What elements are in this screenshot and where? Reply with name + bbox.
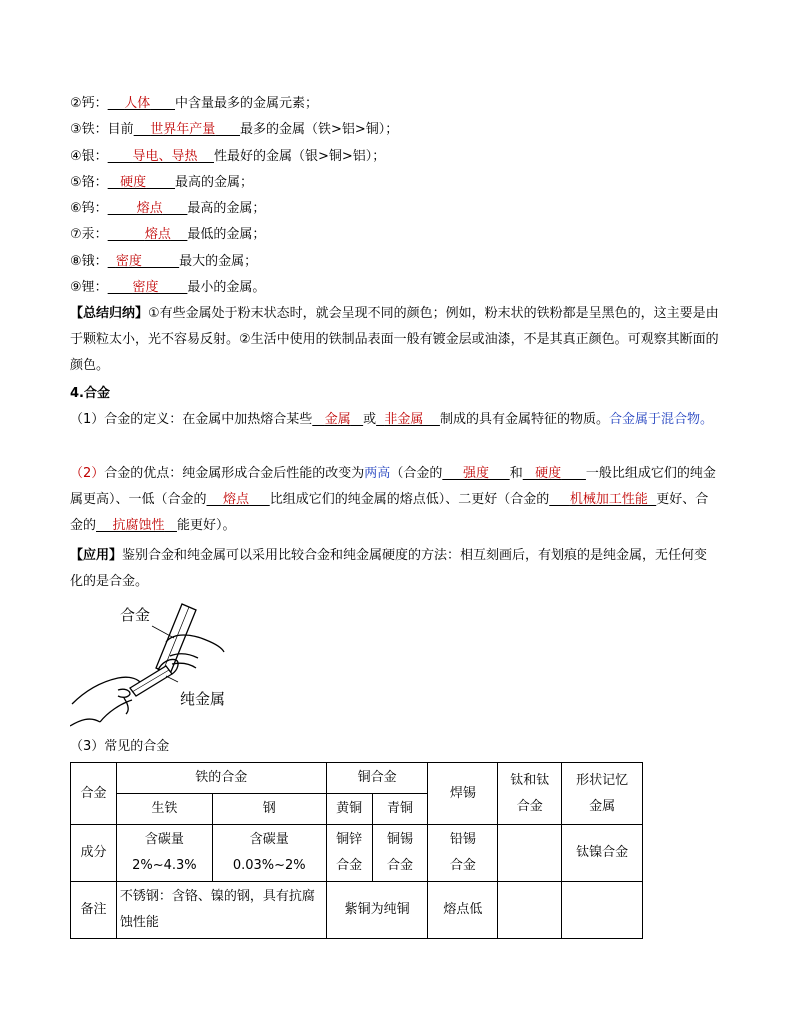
metal-line-chromium: ⑤铬： 硬度 最高的金属； [70,175,254,190]
advantages-paragraph: （2）合金的优点：纯金属形成合金后性能的改变为两高（合金的 强度 和 硬度 一般比组成它们的纯金属更高）、一低（合金的 熔点 比组成它们的纯金属的熔点低）、二更好（合金的 机械加工性能 更好、合金的 抗腐蚀性 能更好）。 [70,466,716,533]
table-row: 生铁 钢 黄铜 青铜 [71,794,643,825]
answer-blank: 熔点 [144,227,171,242]
answer-blank: 密度 [132,280,159,295]
application-paragraph: 【应用】鉴别合金和纯金属可以采用比较合金和纯金属硬度的方法：相互刻画后，有划痕的是纯金属，无任何变化的是合金。 [70,548,708,589]
metal-line-silver: ④银： 导电、导热 性最好的金属（银>铜>铝）； [70,149,386,164]
summary-paragraph [70,301,720,379]
metal-line-mercury: ⑦汞： 熔点 最低的金属； [70,227,266,242]
metal-line-iron: ③铁：目前 世界年产量 最多的金属（铁>铝>铜）； [70,122,399,137]
table-caption: （3）常见的合金 [70,739,170,754]
alloy-table [70,762,643,939]
answer-blank: 世界年产量 [150,122,216,137]
metal-line-lithium: ⑨锂： 密度 最小的金属。 [70,280,266,295]
definition-paragraph: （1）合金的定义：在金属中加热熔合某些 金属 或 非金属 制成的具有金属特征的物质。合金属于混合物。 [70,412,713,427]
answer-blank: 人体 [124,96,151,111]
answer-blank: 导电、导热 [132,149,198,164]
table-row: 合金 铁的合金 铜合金 焊锡 钛和钛 合金 形状记忆 金属 [71,763,643,794]
metal-line-calcium: ②钙： 人体 中含量最多的金属元素； [70,96,319,111]
summary-text: ①有些金属处于粉末状态时，就会呈现不同的颜色；例如，粉末状的铁粉都是呈黑色的，这主要是由于颗粒太小，光不容易反射。②生活中使用的铁制品表面一般有镀金层或油漆，不是其真正颜色。可观察其断面的颜色。 [70,306,719,373]
definition-note: 合金属于混合物。 [608,412,713,427]
table-row: 备注 不锈钢：含铬、镍的钢，具有抗腐蚀性能 紫铜为纯铜 熔点低 [71,882,643,939]
answer-blank: 密度 [115,254,142,269]
summary-tag: 【总结归纳】 [70,306,149,321]
figure-label-pure-metal: 纯金属 [180,690,226,708]
answer-blank: 硬度 [120,175,147,190]
section-title: 4.合金 [70,386,110,401]
scratch-test-illustration [70,596,230,732]
metal-line-tungsten: ⑥钨： 熔点 最高的金属； [70,201,266,216]
figure-label-alloy: 合金 [120,606,151,624]
answer-blank: 熔点 [136,201,163,216]
table-header-alloy: 合金 [71,763,117,825]
metal-line-osmium: ⑧锇： 密度 最大的金属； [70,254,258,269]
table-row: 成分 含碳量 2%~4.3% 含碳量 0.03%~2% 铜锌 合金 铜锡 合金 铅锡 合金 钛镍合金 [71,825,643,882]
